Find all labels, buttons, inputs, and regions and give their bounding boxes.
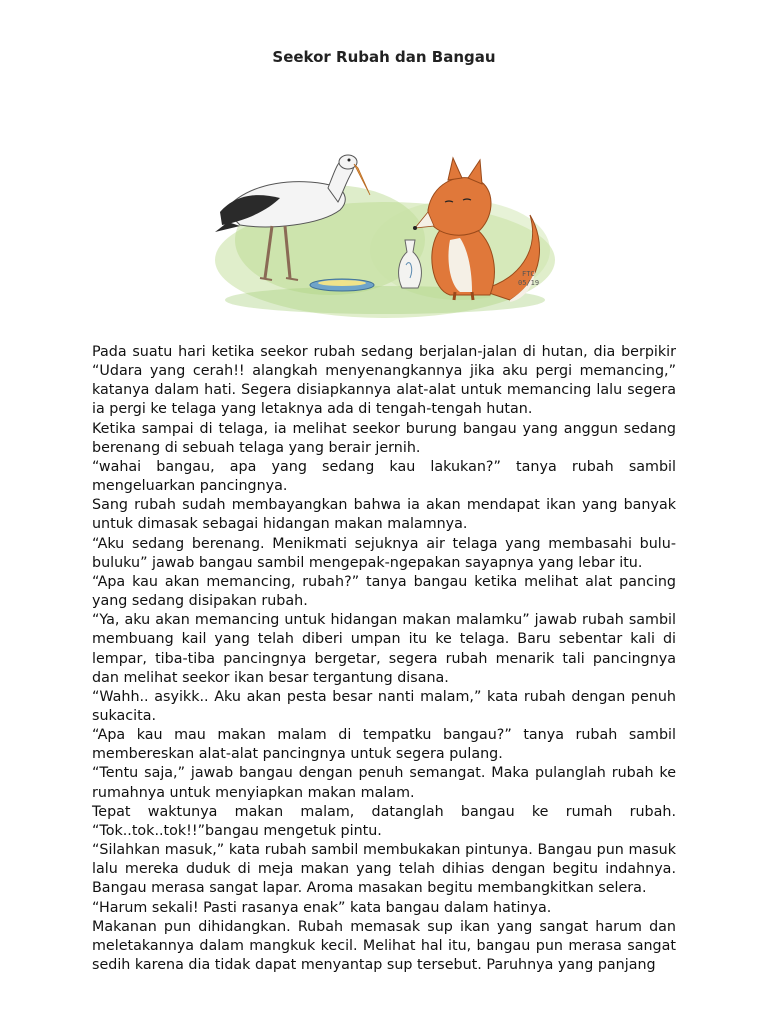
story-body [92, 343, 676, 975]
story-paragraph: “Harum sekali! Pasti rasanya enak” kata bangau dalam hatinya. [92, 899, 552, 916]
plate-icon [310, 279, 374, 291]
story-paragraph: Ketika sampai di telaga, ia melihat seekor burung bangau yang anggun sedang berenang di sebuah telaga yang berair jernih. [92, 420, 676, 456]
story-paragraph: Tepat waktunya makan malam, datanglah bangau ke rumah rubah. “Tok..tok..tok!!”bangau mengetuk pintu. [92, 803, 676, 839]
story-paragraph: “Wahh.. asyikk.. Aku akan pesta besar nanti malam,” kata rubah dengan penuh sukacita. [92, 688, 676, 724]
story-paragraph: Sang rubah sudah membayangkan bahwa ia akan mendapat ikan yang banyak untuk dimasak sebagai hidangan makan malamnya. [92, 497, 676, 533]
story-paragraph: “Aku sedang berenang. Menikmati sejuknya air telaga yang membasahi bulu-buluku” jawab bangau sambil mengepak-ngepakan sayapnya yang lebar itu. [92, 535, 676, 571]
story-paragraph: “Apa kau akan memancing, rubah?” tanya bangau ketika melihat alat pancing yang sedang disipakan rubah. [92, 573, 676, 610]
story-paragraph: Makanan pun dihidangkan. Rubah memasak sup ikan yang sangat harum dan meletakannya dalam mangkuk kecil. Melihat hal itu, bangau pun merasa sangat sedih karena dia tidak dapat menyantap sup tersebut. Paruhnya yang panjang [92, 918, 676, 973]
stork-and-fox-illustration [210, 140, 560, 325]
story-paragraph: “wahai bangau, apa yang sedang kau lakukan?” tanya rubah sambil mengeluarkan pancingnya. [92, 458, 676, 495]
signature-line2: 05/19 [518, 279, 540, 287]
document-title: Seekor Rubah dan Bangau [272, 48, 496, 66]
story-paragraph: “Silahkan masuk,” kata rubah sambil membukakan pintunya. Bangau pun masuk lalu mereka duduk di meja makan yang telah dihias dengan begitu indahnya. Bangau merasa sangat lapar. Aroma masakan begitu membangkitkan selera. [92, 842, 676, 897]
signature-line1: FTC [522, 270, 535, 278]
story-paragraph: “Apa kau mau makan malam di tempatku bangau?” tanya rubah sambil membereskan alat-alat pancingnya untuk segera pulang. [92, 727, 676, 763]
story-paragraph: “Tentu saja,” jawab bangau dengan penuh semangat. Maka pulanglah rubah ke rumahnya untuk menyiapkan makan malam. [92, 765, 676, 801]
story-paragraph: “Ya, aku akan memancing untuk hidangan makan malamku” jawab rubah sambil membuang kail yang telah diberi umpan itu ke telaga. Baru sebentar kali di lempar, tiba-tiba pancingnya bergetar, segera rubah menarik tali pancingnya dan melihat seekor ikan besar tergantung disana. [92, 612, 676, 686]
story-paragraph: Pada suatu hari ketika seekor rubah sedang berjalan-jalan di hutan, dia berpikir “Udara yang cerah!! alangkah menyenangkannya jika aku pergi memancing,” katanya dalam hati. Segera disiapkannya alat-alat untuk memancing lalu segera ia pergi ke telaga yang letaknya ada di tengah-tengah hutan. [92, 344, 676, 418]
